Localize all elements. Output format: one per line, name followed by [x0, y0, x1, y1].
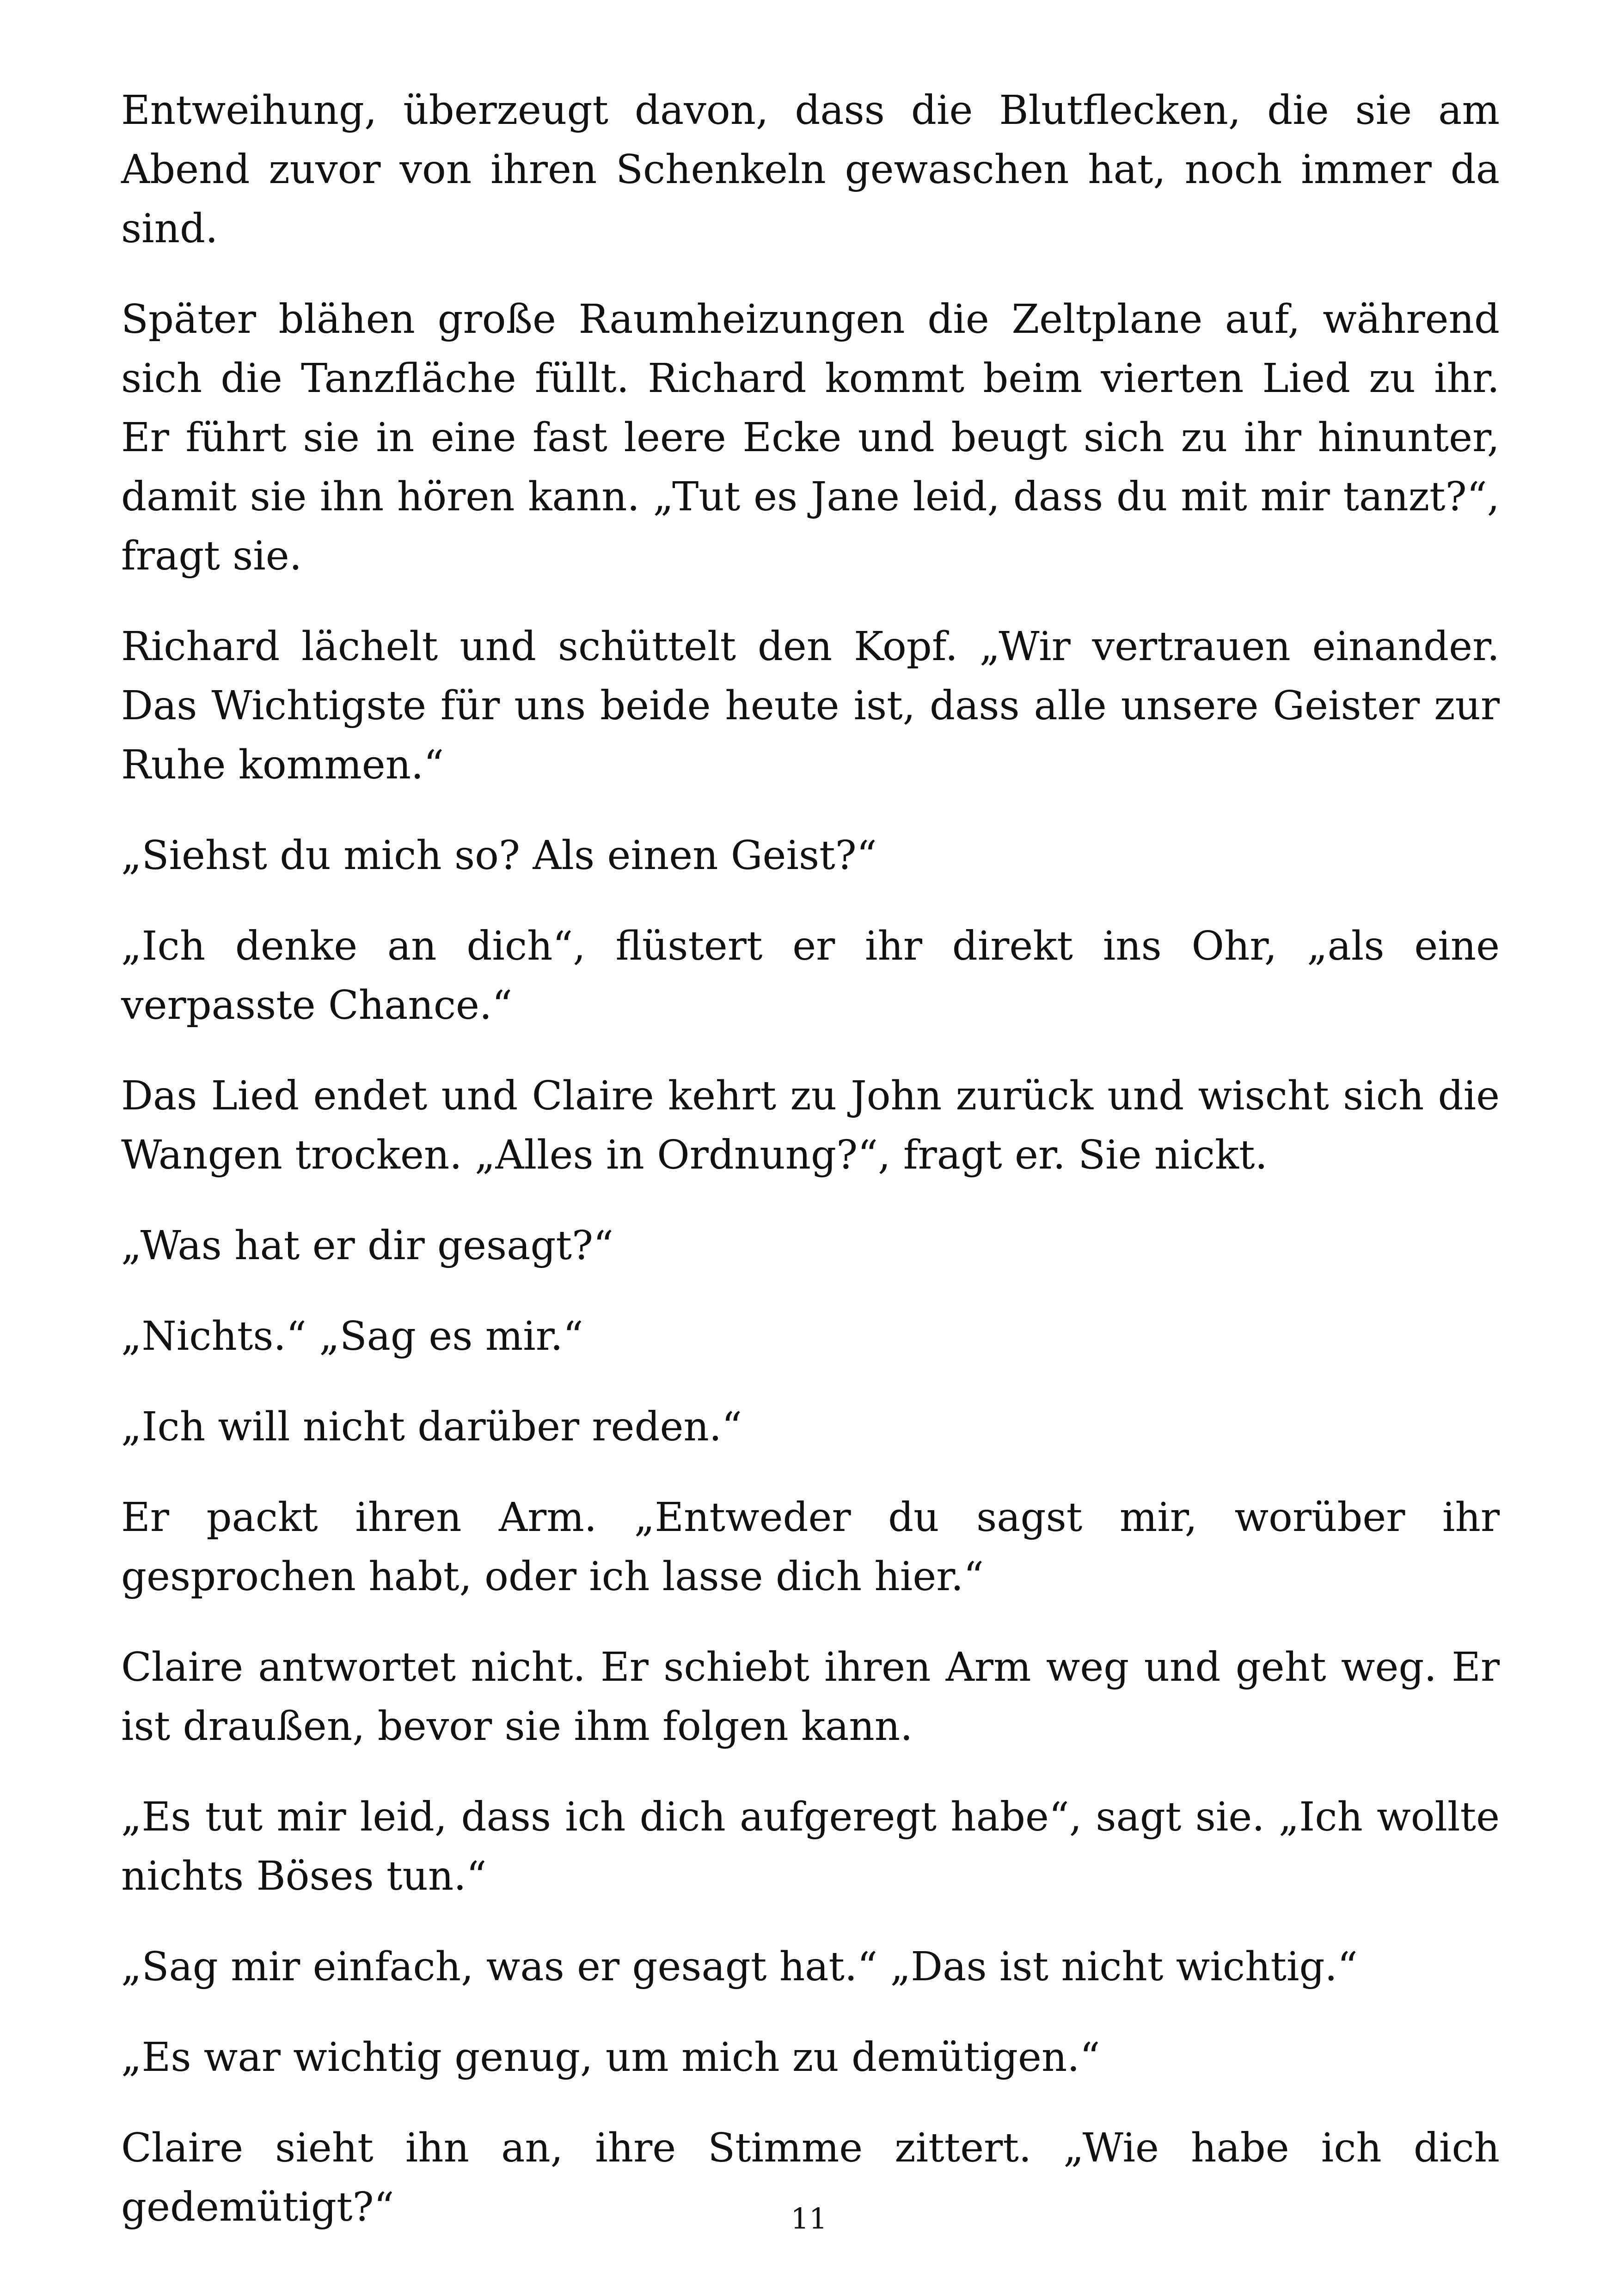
paragraph: Das Lied endet und Claire kehrt zu John zurück und wischt sich die Wangen trocken. „Alles in Ordnung?“, fragt er. Sie nickt. — [121, 1073, 1500, 1178]
paragraph: Später blähen große Raumheizungen die Zeltplane auf, während sich die Tanzfläche füllt. Richard kommt beim vierten Lied zu ihr. Er führt sie in eine fast leere Ecke und beugt sich zu ihr hinunter, damit sie ihn hören kann. „Tut es Jane leid, dass du mit mir tanzt?“, fragt sie. — [121, 296, 1500, 579]
page-number: 11 — [791, 2202, 827, 2235]
paragraph: „Ich will nicht darüber reden.“ — [121, 1404, 742, 1450]
paragraph: „Nichts.“ „Sag es mir.“ — [121, 1313, 583, 1359]
paragraph: „Ich denke an dich“, flüstert er ihr direkt ins Ohr, „als eine verpasste Chance.“ — [121, 923, 1500, 1029]
paragraph: „Es war wichtig genug, um mich zu demütigen.“ — [121, 2034, 1100, 2081]
paragraph: Claire sieht ihn an, ihre Stimme zittert. „Wie habe ich dich gedemütigt?“ — [121, 2125, 1500, 2230]
paragraph: Er packt ihren Arm. „Entweder du sagst mir, worüber ihr gesprochen habt, oder ich lasse dich hier.“ — [121, 1494, 1500, 1600]
paragraph: „Siehst du mich so? Als einen Geist?“ — [121, 833, 877, 879]
paragraph: „Es tut mir leid, dass ich dich aufgeregt habe“, sagt sie. „Ich wollte nichts Böses tun.“ — [121, 1794, 1500, 1899]
paragraph: „Was hat er dir gesagt?“ — [121, 1223, 614, 1269]
paragraph: Richard lächelt und schüttelt den Kopf. „Wir vertrauen einander. Das Wichtigste für uns beide heute ist, dass alle unsere Geister zur Ruhe kommen.“ — [121, 624, 1500, 788]
paragraph: „Sag mir einfach, was er gesagt hat.“ „Das ist nicht wichtig.“ — [121, 1944, 1358, 1990]
paragraph: Entweihung, überzeugt davon, dass die Blutflecken, die sie am Abend zuvor von ihren Schenkeln gewaschen hat, noch immer da sind. — [121, 87, 1500, 252]
page-body — [121, 81, 1500, 2237]
paragraph: Claire antwortet nicht. Er schiebt ihren Arm weg und geht weg. Er ist draußen, bevor sie ihm folgen kann. — [121, 1644, 1500, 1750]
